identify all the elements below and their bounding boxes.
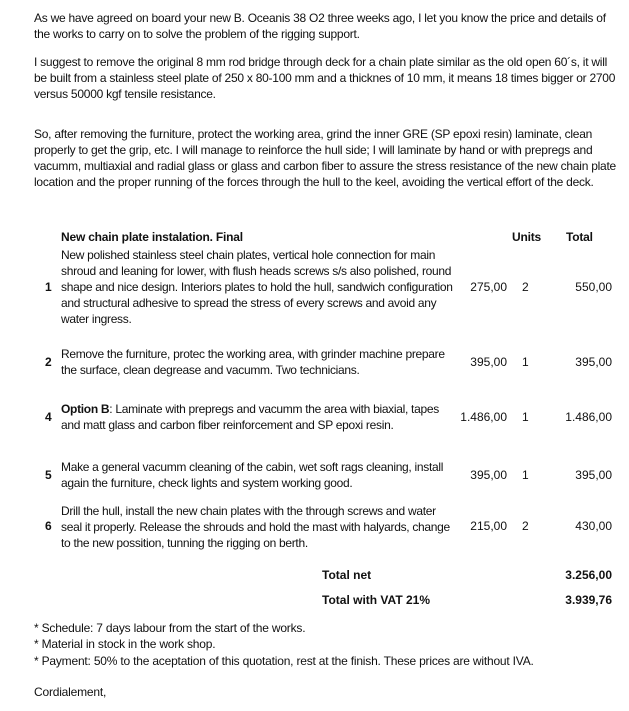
row-total: 395,00 bbox=[575, 355, 612, 369]
table-title: New chain plate instalation. Final bbox=[61, 230, 243, 244]
units-header: Units bbox=[512, 230, 542, 244]
note-material: * Material in stock in the work shop. bbox=[34, 637, 216, 651]
row-unit-price: 395,00 bbox=[470, 468, 507, 482]
closing: Cordialement, bbox=[34, 685, 107, 699]
row-description: Drill the hull, install the new chain plates with the through screws and water seal it properly. Release the shrouds and hold the mast with halyards, change to the new possition, tunning the rigging on berth. bbox=[61, 504, 450, 550]
row-unit-price: 215,00 bbox=[470, 519, 507, 533]
row-total: 550,00 bbox=[575, 280, 612, 294]
intro-paragraph-3: So, after removing the furniture, protect the working area, grind the inner GRE (SP epoxi resin) laminate, clean properly to get the grip, etc. I will manage to reinforce the hull side; I will laminate by hand or with prepregs and vacumm, multiaxial and radial glass or glass and carbon fiber to assure the stress resistance of the new chain plate location and the proper running of the forces through the hull to the keel, avoiding the vertical effort of the deck. bbox=[34, 127, 616, 189]
row-unit-price: 395,00 bbox=[470, 355, 507, 369]
row-number: 6 bbox=[45, 519, 52, 533]
row-total: 1.486,00 bbox=[565, 410, 612, 424]
row-units: 1 bbox=[522, 355, 529, 369]
option-label: Option B bbox=[61, 402, 110, 416]
row-unit-price: 1.486,00 bbox=[460, 410, 507, 424]
total-vat-value: 3.939,76 bbox=[565, 593, 612, 607]
row-unit-price: 275,00 bbox=[470, 280, 507, 294]
row-description: Remove the furniture, protec the working area, with grinder machine prepare the surface, clean degrease and vacumm. Two technicians. bbox=[61, 347, 445, 377]
total-net-value: 3.256,00 bbox=[565, 568, 612, 582]
note-schedule: * Schedule: 7 days labour from the start of the works. bbox=[34, 621, 306, 635]
row-units: 2 bbox=[522, 280, 529, 294]
row-units: 2 bbox=[522, 519, 529, 533]
row-units: 1 bbox=[522, 468, 529, 482]
total-header: Total bbox=[566, 230, 593, 244]
row-number: 2 bbox=[45, 355, 52, 369]
intro-paragraph-2: I suggest to remove the original 8 mm rod bridge through deck for a chain plate similar as the old open 60´s, it will be built from a stainless steel plate of 250 x 80-100 mm and a thicknes of 10 mm, it means 18 times bigger or 2700 versus 50000 kgf tensile resistance. bbox=[34, 55, 616, 101]
total-vat-label: Total with VAT 21% bbox=[322, 593, 431, 607]
row-units: 1 bbox=[522, 410, 529, 424]
note-payment: * Payment: 50% to the aceptation of this quotation, rest at the finish. These prices are without IVA. bbox=[34, 654, 534, 668]
total-net-label: Total net bbox=[322, 568, 372, 582]
row-total: 430,00 bbox=[575, 519, 612, 533]
intro-paragraph-1: As we have agreed on board your new B. Oceanis 38 O2 three weeks ago, I let you know the price and details of the works to carry on to solve the problem of the rigging support. bbox=[34, 11, 606, 41]
row-number: 5 bbox=[45, 468, 52, 482]
row-description: Make a general vacumm cleaning of the cabin, wet soft rags cleaning, install again the furniture, check lights and system working good. bbox=[61, 460, 444, 490]
row-description: New polished stainless steel chain plates, vertical hole connection for main shroud and leaning for lower, with flush heads screws s/s also polished, round shape and nice design. Interiors plates to hold the hull, sandwich configuration and structural adhesive to spread the stress of every screws and avoid any water ingress. bbox=[61, 248, 453, 326]
row-number: 4 bbox=[45, 410, 52, 424]
option-text: : Laminate with prepregs and vacumm the area with biaxial, tapes and matt glass and carbon fiber reinforcement and SP epoxi resin. bbox=[61, 402, 439, 432]
row-description bbox=[61, 401, 453, 433]
row-number: 1 bbox=[45, 280, 52, 294]
row-total: 395,00 bbox=[575, 468, 612, 482]
